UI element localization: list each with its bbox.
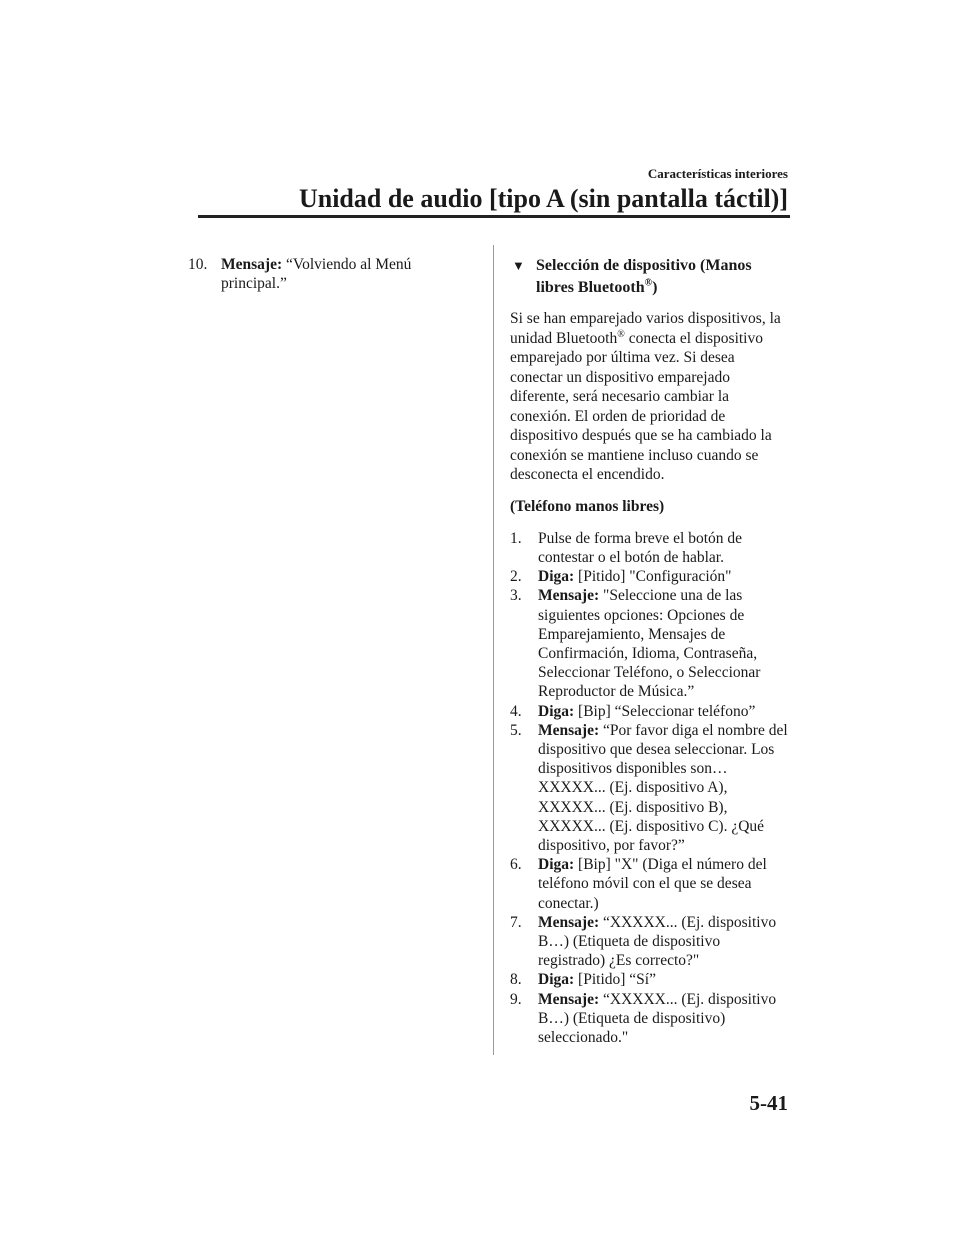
step-text: "Seleccione una de las siguientes opciones: Opciones de Emparejamiento, Mensajes de Confirmación, Idioma, Contraseña, Seleccionar Teléfono, o Seleccionar Reproductor de Música.” (538, 587, 761, 701)
subheading: (Teléfono manos libres) (510, 497, 665, 515)
section-title-part1: Selección de dispositivo (Manos libres Bluetooth (536, 257, 752, 296)
step-text: Pulse de forma breve el botón de contestar o el botón de hablar. (538, 529, 743, 566)
step-text: “XXXXX... (Ej. dispositivo B…) (Etiqueta de dispositivo) seleccionado." (538, 990, 777, 1046)
step-text: “Volviendo al Menú principal.” (221, 256, 412, 293)
page-title: Unidad de audio [tipo A (sin pantalla táctil)] (298, 184, 788, 213)
step-label: Mensaje: (538, 913, 600, 931)
step-label: Diga: (538, 568, 575, 586)
step-item (510, 586, 790, 701)
step-text: “Por favor diga el nombre del dispositivo que desea seleccionar. Los dispositivos disponibles son… XXXXX... (Ej. dispositivo A), XXXXX... (Ej. dispositivo B), XXXXX... (Ej. dispositivo C). ¿Qué dispositivo, por favor?” (538, 721, 788, 854)
step-text: [Bip] "X" (Diga el número del teléfono móvil con el que se desea conectar.) (538, 856, 767, 912)
step-item (510, 567, 790, 586)
step-item (510, 721, 790, 855)
triangle-down-icon: ▼ (512, 258, 525, 273)
column-divider (493, 245, 494, 1055)
step-item (510, 529, 790, 567)
step-number: 8. (510, 971, 522, 989)
step-item (188, 255, 468, 293)
paragraph-part1: Si se han emparejado varios dispositivos, la unidad Bluetooth (510, 310, 781, 347)
step-label: Mensaje: (538, 587, 600, 605)
step-number: 5. (510, 721, 522, 739)
header-category: Características interiores (647, 166, 788, 181)
step-item (510, 913, 790, 971)
paragraph-part2: conecta el dispositivo emparejado por última vez. Si desea conectar un dispositivo emparejado diferente, será necesario cambiar la conexión. El orden de prioridad de dispositivo después que se ha cambiado la conexión se mantiene incluso cuando se desconecta el encendido. (510, 329, 772, 483)
step-text: [Bip] “Seleccionar teléfono” (574, 702, 756, 720)
registered-mark: ® (617, 328, 625, 340)
page-number: 5-41 (749, 1091, 788, 1115)
step-item (510, 990, 790, 1048)
step-number: 3. (510, 587, 522, 605)
step-label: Diga: (538, 856, 575, 874)
step-label: Mensaje: (538, 721, 600, 739)
step-item (510, 970, 790, 989)
left-column (188, 255, 468, 293)
registered-mark: ® (644, 277, 653, 289)
step-item (510, 855, 790, 913)
step-number: 7. (510, 913, 522, 931)
right-column (510, 255, 790, 1047)
step-item (510, 702, 790, 721)
step-number: 6. (510, 856, 522, 874)
step-number: 1. (510, 529, 522, 547)
step-list (510, 529, 790, 1047)
step-number: 10. (188, 256, 208, 273)
step-label: Diga: (538, 971, 575, 989)
section-paragraph (510, 309, 790, 485)
step-label: Diga: (538, 702, 575, 720)
section-title-part2: ) (652, 279, 658, 296)
step-number: 2. (510, 568, 522, 586)
step-text: “XXXXX... (Ej. dispositivo B…) (Etiqueta de dispositivo registrado) ¿Es correcto?" (538, 913, 777, 970)
step-number: 9. (510, 990, 522, 1008)
step-label: Mensaje: (538, 990, 600, 1008)
header-rule (198, 215, 790, 218)
step-label: Mensaje: (221, 256, 283, 273)
step-text: [Pitido] "Configuración" (574, 568, 732, 586)
section-heading (510, 255, 790, 299)
step-number: 4. (510, 702, 522, 720)
step-text: [Pitido] “Sí” (574, 971, 656, 989)
